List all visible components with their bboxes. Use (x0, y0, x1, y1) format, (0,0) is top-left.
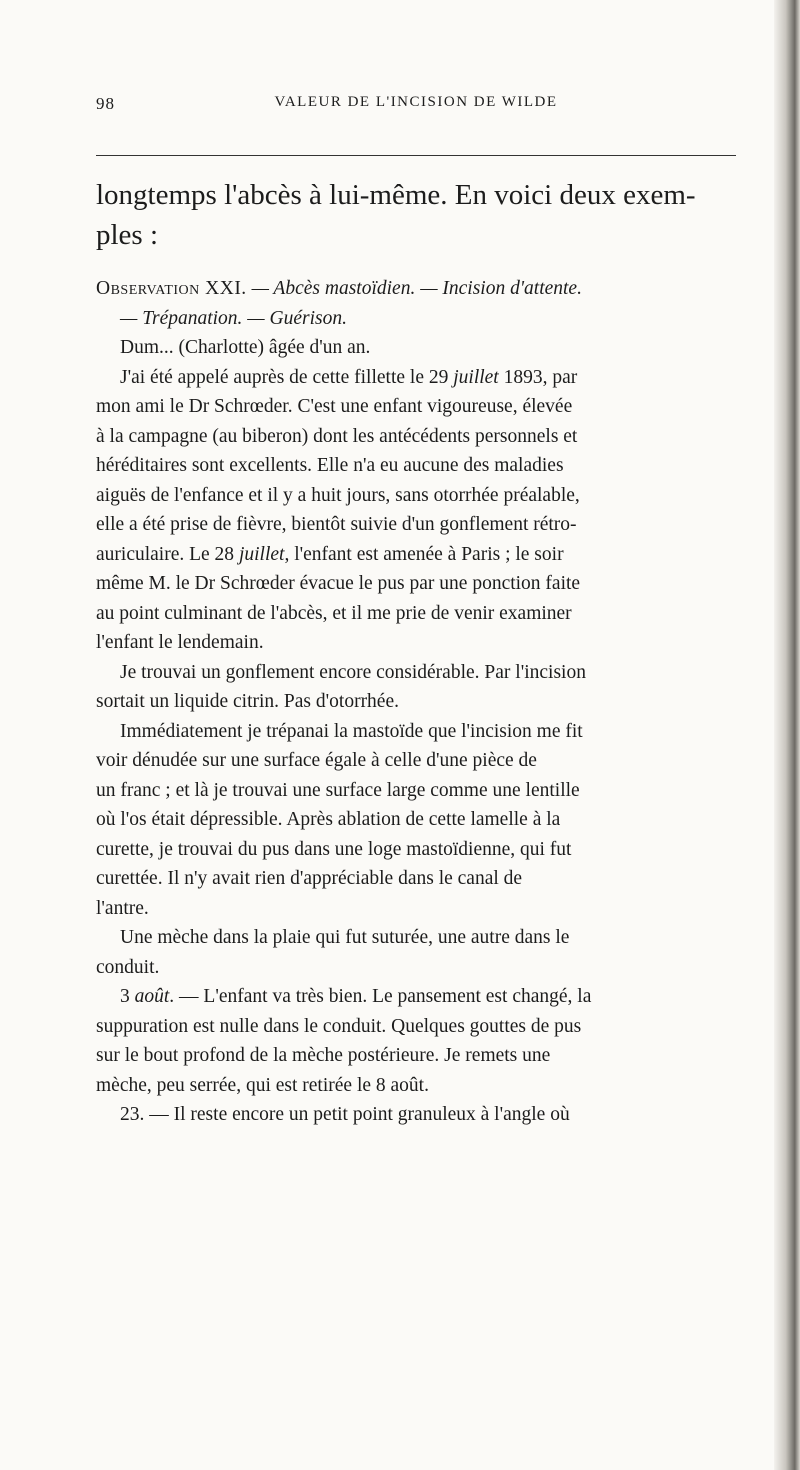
text-line: elle a été prise de fièvre, bientôt suivie d'un gonflement rétro- (96, 514, 577, 535)
text-line: Je trouvai un gonflement encore considérable. Par l'incision (120, 661, 586, 683)
text-line: l'enfant le lendemain. (96, 632, 264, 653)
text-line: curettée. Il n'y avait rien d'appréciable dans le canal de (96, 868, 523, 889)
text-line: un franc ; et là je trouvai une surface large comme une lentille (96, 779, 580, 801)
text-line: l'antre. (96, 897, 149, 919)
text-line: ples : (96, 220, 159, 251)
page-body (96, 170, 736, 1130)
text-line: voir dénudée sur une surface égale à celle d'une pièce de (96, 750, 537, 771)
text-line: Immédiatement je trépanai la mastoïde que l'incision me fit (120, 720, 583, 742)
observation-subtitle: — Trépanation. — Guérison. (120, 307, 347, 329)
text-line: à la campagne (au biberon) dont les antécédents personnels et (96, 425, 578, 447)
page-header (96, 94, 736, 124)
text-line: auriculaire. Le 28 juillet, l'enfant est amenée à Paris ; le soir (96, 543, 564, 565)
text-line: conduit. (96, 956, 160, 978)
running-title: VALEUR DE L'INCISION DE WILDE (274, 94, 558, 110)
text-line: au point culminant de l'abcès, et il me prie de venir examiner (96, 602, 572, 624)
text-line: Dum... (Charlotte) âgée d'un an. (120, 337, 371, 358)
text-line: mèche, peu serrée, qui est retirée le 8 août. (96, 1074, 429, 1096)
header-rule (96, 155, 736, 156)
observation-heading (96, 274, 736, 304)
text-line: héréditaires sont excellents. Elle n'a eu aucune des maladies (96, 455, 564, 476)
text-line: curette, je trouvai du pus dans une loge mastoïdienne, qui fut (96, 838, 572, 860)
text-line: mon ami le Dr Schrœder. C'est une enfant vigoureuse, élevée (96, 396, 573, 417)
page-number: 98 (96, 94, 115, 113)
text-line: Une mèche dans la plaie qui fut suturée, une autre dans le (120, 927, 570, 948)
text-line: sur le bout profond de la mèche postérieure. Je remets une (96, 1045, 551, 1066)
page-edge (774, 0, 800, 1470)
text-line: 23. — Il reste encore un petit point granuleux à l'angle où (120, 1104, 570, 1125)
text-line: J'ai été appelé auprès de cette fillette le 29 juillet 1893, par (120, 366, 578, 388)
text-line: où l'os était dépressible. Après ablation de cette lamelle à la (96, 809, 561, 830)
text-line: suppuration est nulle dans le conduit. Quelques gouttes de pus (96, 1015, 582, 1037)
observation-label: Observation XXI. (96, 278, 247, 299)
text-line: 3 août. — L'enfant va très bien. Le pansement est changé, la (120, 986, 592, 1007)
observation-title: — Abcès mastoïdien. — Incision d'attente. (251, 278, 582, 299)
text-line: sortait un liquide citrin. Pas d'otorrhée. (96, 691, 399, 712)
text-line: même M. le Dr Schrœder évacue le pus par une ponction faite (96, 573, 581, 594)
text-line: aiguës de l'enfance et il y a huit jours, sans otorrhée préalable, (96, 484, 580, 506)
text-line: longtemps l'abcès à lui-même. En voici deux exem- (96, 179, 696, 211)
